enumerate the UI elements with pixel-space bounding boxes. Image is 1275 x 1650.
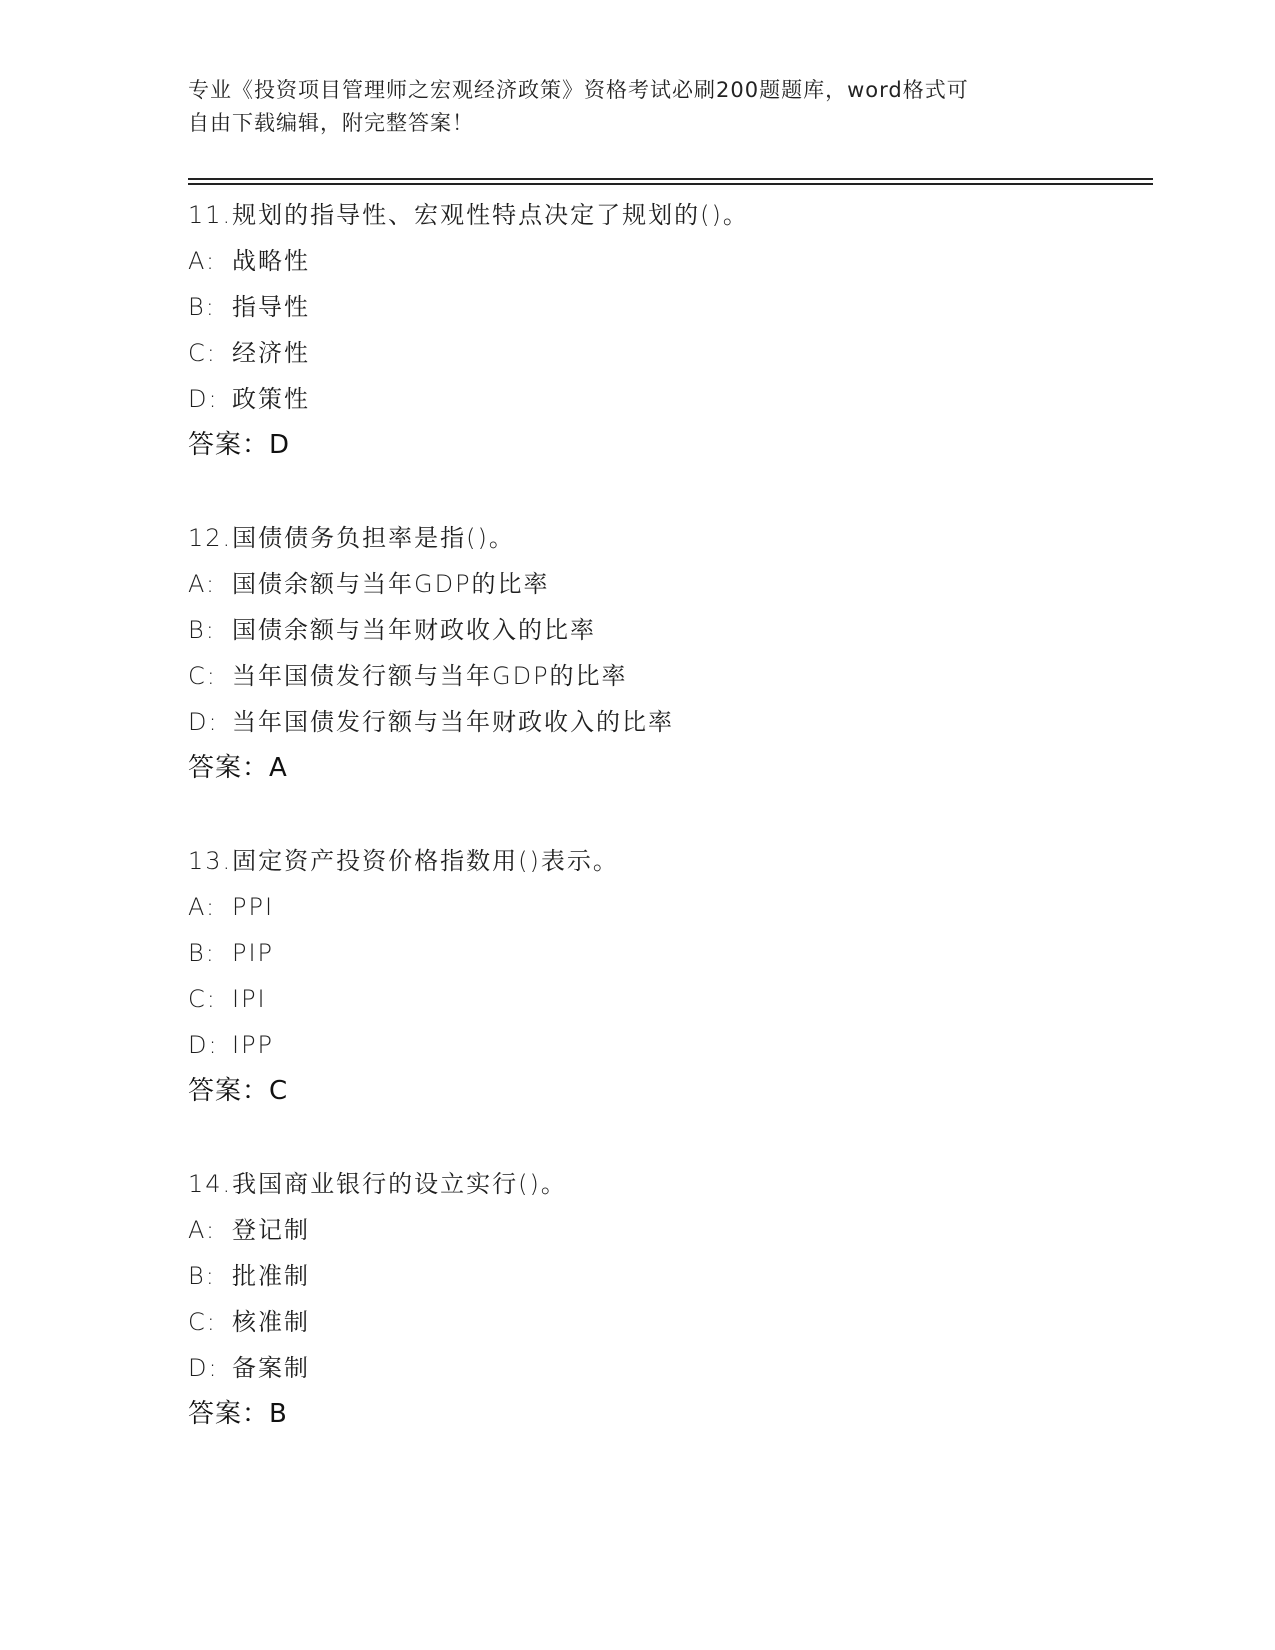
header-divider-top	[188, 178, 1153, 180]
answer-line: 答案：B	[188, 1399, 288, 1429]
question-13	[188, 838, 1148, 1114]
option-text: PIP	[232, 939, 275, 967]
option-c	[188, 330, 1148, 376]
option-key: C:	[188, 1308, 217, 1336]
question-11	[188, 192, 1148, 468]
question-stem: 11.规划的指导性、宏观性特点决定了规划的()。	[188, 201, 749, 229]
option-key: B:	[188, 616, 216, 644]
option-c	[188, 976, 1148, 1022]
option-key: A:	[188, 1216, 217, 1244]
option-b	[188, 284, 1148, 330]
option-text: IPP	[232, 1031, 275, 1059]
option-text: 核准制	[232, 1308, 310, 1336]
option-text: 指导性	[232, 293, 310, 321]
question-stem: 14.我国商业银行的设立实行()。	[188, 1170, 567, 1198]
document-header	[188, 74, 1088, 140]
question-14	[188, 1161, 1148, 1437]
option-key: D:	[188, 708, 219, 736]
option-text: 国债余额与当年财政收入的比率	[232, 616, 596, 644]
option-text: 国债余额与当年GDP的比率	[232, 570, 550, 598]
option-key: B:	[188, 1262, 216, 1290]
option-text: 登记制	[232, 1216, 310, 1244]
option-d	[188, 1345, 1148, 1391]
option-key: D:	[188, 385, 219, 413]
question-12	[188, 515, 1148, 791]
option-text: 战略性	[232, 247, 310, 275]
option-text: 批准制	[232, 1262, 310, 1290]
option-text: PPI	[232, 893, 275, 921]
option-a	[188, 238, 1148, 284]
option-b	[188, 607, 1148, 653]
option-a	[188, 1207, 1148, 1253]
option-key: C:	[188, 339, 217, 367]
option-key: B:	[188, 293, 216, 321]
option-text: 备案制	[232, 1354, 310, 1382]
option-d	[188, 1022, 1148, 1068]
header-line-2: 自由下载编辑，附完整答案！	[188, 111, 474, 135]
option-b	[188, 930, 1148, 976]
option-key: A:	[188, 893, 217, 921]
option-key: C:	[188, 662, 217, 690]
question-list	[188, 192, 1148, 1484]
option-c	[188, 1299, 1148, 1345]
option-a	[188, 561, 1148, 607]
option-text: IPI	[232, 985, 267, 1013]
option-key: A:	[188, 570, 217, 598]
option-a	[188, 884, 1148, 930]
question-stem: 13.固定资产投资价格指数用()表示。	[188, 847, 619, 875]
option-text: 当年国债发行额与当年GDP的比率	[232, 662, 628, 690]
option-text: 经济性	[232, 339, 310, 367]
answer-line: 答案：C	[188, 1076, 289, 1106]
option-key: C:	[188, 985, 217, 1013]
header-line-1: 专业《投资项目管理师之宏观经济政策》资格考试必刷200题题库，word格式可	[188, 78, 969, 102]
option-b	[188, 1253, 1148, 1299]
option-key: D:	[188, 1031, 219, 1059]
option-d	[188, 376, 1148, 422]
option-d	[188, 699, 1148, 745]
option-key: B:	[188, 939, 216, 967]
answer-line: 答案：D	[188, 430, 291, 460]
question-stem: 12.国债债务负担率是指()。	[188, 524, 515, 552]
option-key: D:	[188, 1354, 219, 1382]
answer-line: 答案：A	[188, 753, 288, 783]
option-key: A:	[188, 247, 217, 275]
option-c	[188, 653, 1148, 699]
option-text: 政策性	[232, 385, 310, 413]
option-text: 当年国债发行额与当年财政收入的比率	[232, 708, 674, 736]
header-divider-bottom	[188, 183, 1153, 185]
